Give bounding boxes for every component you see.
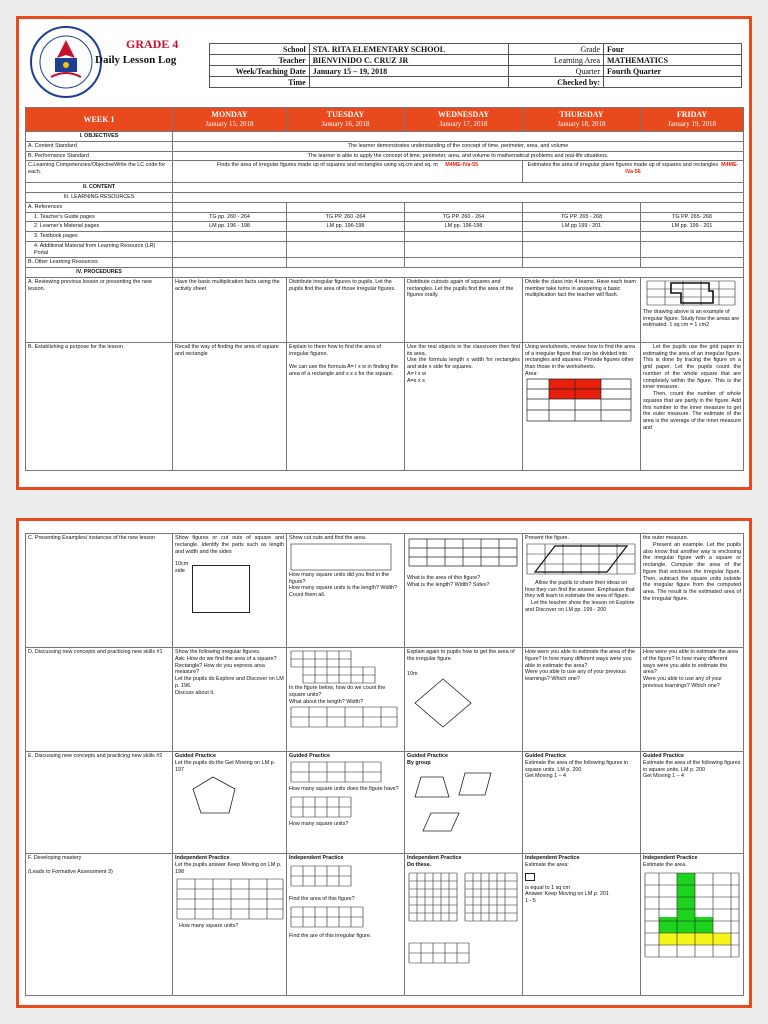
content-standard-label: A. Content Standard [26, 141, 173, 151]
checked-by-value [604, 77, 742, 88]
day-header-row [26, 108, 744, 132]
procedure-f-tuesday-1: Find the area of this figure? [289, 895, 355, 902]
procedure-f-wednesday-text: Do these. [407, 861, 432, 868]
procedure-e-friday-text: Estimate the area of the following figures in square units. LM p. 200 Get Moving 1 – 4 [643, 759, 741, 780]
procedure-f-label-2: (Leads to Formative Assessment 3) [28, 868, 113, 875]
guided-practice-heading: Guided Practice [643, 753, 685, 759]
teacher-label: Teacher [210, 55, 310, 66]
independent-practice-heading: Independent Practice [525, 855, 580, 861]
grid-figure-small [289, 649, 399, 685]
dimension-label: 10cm [175, 561, 189, 568]
procedure-a-monday: Have the basic multiplication facts using the activity sheet [173, 277, 287, 342]
header-info-left [209, 43, 509, 88]
procedure-f-monday [173, 854, 287, 996]
procedure-e-monday [173, 752, 287, 854]
page-two [16, 518, 752, 1008]
competency-b-text: Estimates the area of irregular plane figures made up of squares and rectangles [527, 162, 719, 169]
procedure-a-wednesday: Distribute cutouts again of squares and rectangles. Let the pupils find the area of the figures orally. [405, 277, 523, 342]
procedure-b-thursday [523, 342, 641, 470]
procedure-c-thursday-3: Let the teacher show the lesson on Explore and Discover on LM pp. 199 - 200 [525, 600, 635, 613]
procedure-f-thursday-2: is equal to 1 sq cm [525, 884, 570, 891]
procedure-f-thursday-3: Answer Keep Moving on LM p. 201 [525, 891, 609, 898]
procedure-f-label [26, 854, 173, 996]
page-one [16, 16, 752, 490]
competency-a [173, 161, 523, 183]
independent-practice-heading: Independent Practice [289, 855, 344, 861]
procedure-b-wednesday-2: Use the formula length x width for rectangles and side x side for squares. [407, 357, 520, 370]
independent-practice-heading: Independent Practice [643, 855, 698, 861]
procedure-d-tuesday-2: What about the length? Width? [289, 698, 364, 705]
procedure-b-thursday-area: Area: [525, 370, 538, 377]
irregular-figure-drawing [643, 279, 739, 309]
procedure-b-friday-1: Let the pupils use the grid paper in estimating the area of an irregular figure. This is done by tracing the figure on a grid paper. Let the pupils count the number of the whole square that are completely within the figure. This is the inner measure. [643, 343, 741, 391]
lesson-log-table-part-1 [25, 107, 744, 471]
guided-practice-heading: Guided Practice [289, 753, 331, 759]
diamond-figure [407, 677, 517, 729]
square-units-figure [289, 542, 399, 572]
grid-figure [407, 535, 519, 575]
lesson-log-table-part-2 [25, 533, 744, 996]
competency-a-code: M4ME-IVa-55 [445, 162, 479, 169]
procedure-a-tuesday: Distribute irregular figures to pupils. Let the pupils find the area of those irregular figures. [287, 277, 405, 342]
procedure-b-thursday-text: Using worksheets, review how to find the area of a irregular figure that can be divided into rectangles and squares. Provide figures other than those in the worksheets. [525, 343, 635, 370]
procedure-c-wednesday-1: What is the area of this figure? [407, 575, 481, 581]
procedure-d-friday [641, 648, 744, 752]
procedure-c-wednesday-2: What is the length? Width? Sides? [407, 581, 490, 588]
procedure-c-tuesday-2: How many square units did you find in the figure? [289, 571, 390, 585]
tg-thursday: TG PP. 265 - 268 [523, 212, 641, 222]
learning-area-label: Learning Area [509, 55, 604, 66]
procedure-c-friday [641, 534, 744, 648]
pentagon-figure [175, 773, 285, 819]
procedure-d-wednesday [405, 648, 523, 752]
procedure-d-wednesday-2: 10m [407, 670, 418, 677]
procedure-e-monday-text: Let the pupils do the Get Moving on LM p. 197 [175, 759, 276, 773]
procedure-c-friday-text: Present an example. Let the pupils also know that another way is enclosing the irregular figure with a square or rectangle. Compute the area of the figure that encloses the irregular figure. Then, subtract the square units outside the irregular figure from the computed area. The result is the estimated area of the irregular figure. [643, 541, 741, 602]
additional-material-label: 4. Additional Material from Learning Resource (LR) Portal [26, 241, 173, 258]
procedure-b-wednesday-4: A=s x s [407, 377, 425, 384]
procedure-c-tuesday [287, 534, 405, 648]
week-value: January 15 – 19, 2018 [309, 66, 508, 77]
day-date: January 16, 2018 [321, 120, 370, 129]
trapezoid-and-parallelogram-figures [407, 767, 517, 841]
procedure-d-tuesday [287, 648, 405, 752]
learning-resources-heading: III. LEARNING RESOURCES [26, 193, 173, 203]
competency-b-code: M4ME-IVa-56 [625, 162, 739, 175]
procedure-d-monday: Show the following irregular figures. Ask: How do we find the area of a square? Rectangle? How do you express area measure? Let the pupils do Explore and Discover on LM p. 196. Discuss about it. [173, 648, 287, 752]
teacher-value: BIENVINIDO C. CRUZ JR [309, 55, 508, 66]
textbook-label: 3. Textbook pages [26, 232, 173, 242]
procedure-d-thursday: How were you able to estimate the area of the figure? In how many different ways were you able to estimate the area? Were you able to use any of your previous learnings? Which one? [523, 648, 641, 752]
procedure-c-tuesday-3: How many square units is the length? Width? [289, 585, 398, 592]
day-monday [173, 108, 287, 132]
lm-thursday: LM pp 199 - 201 [523, 222, 641, 232]
procedure-d-label: D. Discussing new concepts and practicing new skills #1 [26, 648, 173, 752]
procedure-c-wednesday [405, 534, 523, 648]
competency-a-text: Finds the area of irregular figures made up of squares and rectangles using sq.cm and sq. m [216, 162, 438, 169]
grid-figure-f-monday [175, 875, 285, 923]
competencies-label: C.Learning Competencies/ObjectiveWrite the LC code for each. [26, 161, 173, 183]
procedure-f-thursday-4: 1 - 5 [525, 898, 536, 904]
lm-friday: LM pp. 199 - 201 [641, 222, 744, 232]
grade-title: GRADE 4 [126, 37, 179, 51]
procedure-b-tuesday-1: Explain to them how to find the area of irregular figures. [289, 343, 381, 357]
week-cell: WEEK 1 [26, 108, 173, 132]
day-tuesday [287, 108, 405, 132]
procedure-e-thursday-text: Estimate the area of the following figures in square units. LM p. 200 Get Moving 1 – 4 [525, 759, 629, 780]
procedure-b-label: B. Establishing a purpose for the lesson [26, 342, 173, 470]
procedure-e-label: E. Discussing new concepts and practicing new skills #2 [26, 752, 173, 854]
procedure-b-friday [641, 342, 744, 470]
grade-value: Four [604, 44, 742, 55]
red-block-grid [525, 378, 633, 422]
procedure-f-thursday [523, 854, 641, 996]
day-date: January 19, 2018 [667, 120, 717, 129]
procedure-e-tuesday-1: How many square units does the figure have? [289, 785, 399, 792]
day-name: WEDNESDAY [437, 110, 490, 120]
lm-wednesday: LM pp. 196-198 [405, 222, 523, 232]
procedure-c-thursday [523, 534, 641, 648]
grid-figure-f-tuesday-2 [289, 903, 399, 933]
independent-practice-heading: Independent Practice [175, 855, 230, 861]
tg-label: 1. Teacher's Guide pages [26, 212, 173, 222]
lm-tuesday: LM pp. 196-198 [287, 222, 405, 232]
time-label: Time [210, 77, 310, 88]
procedure-e-wednesday [405, 752, 523, 854]
content-standard-value: The learner demonstrates understanding of the concept of time, perimeter, area, and volume [173, 141, 744, 151]
procedure-c-tuesday-4: Count them all. [289, 592, 326, 598]
guided-practice-heading: Guided Practice [407, 753, 449, 759]
school-value: STA. RITA ELEMENTARY SCHOOL [309, 44, 508, 55]
quarter-value: Fourth Quarter [604, 66, 742, 77]
procedure-c-monday-text: Show figures or cut outs of square and rectangle. Identify the parts such as length and width and the sides [175, 535, 284, 555]
checked-by-label: Checked by: [509, 77, 604, 88]
day-thursday [523, 108, 641, 132]
guided-practice-heading: Guided Practice [175, 753, 217, 759]
header-info-right [508, 43, 742, 88]
day-date: January 15, 2018 [205, 120, 254, 129]
tg-monday: TG pp. 260 - 264 [173, 212, 287, 222]
grade-label: Grade [509, 44, 604, 55]
time-value [309, 77, 508, 88]
procedure-a-thursday: Divide the class into 4 teams. Have each team member take turns in answering a basic multiplication fact the teacher will flash. [523, 277, 641, 342]
grid-figure-top [289, 760, 399, 786]
procedure-e-tuesday [287, 752, 405, 854]
grid-figures-f-wednesday [407, 869, 519, 969]
procedure-b-monday: Recall the way of finding the area of square and rectangle [173, 342, 287, 470]
procedure-f-friday-text: Estimate the area. [643, 861, 687, 868]
lm-label: 2. Learner's Material pages [26, 222, 173, 232]
independent-practice-heading: Independent Practice [407, 855, 462, 861]
procedure-f-thursday-1: Estimate the area: [525, 861, 569, 868]
procedure-a-friday-text: The drawing above is an example of irregular figure. Study how the areas are estimated. 1 sq cm = 1 cm2 [643, 308, 740, 329]
procedure-c-thursday-1: Present the figure. [525, 535, 570, 541]
unit-square-figure [525, 873, 535, 881]
procedure-f-monday-text: Let the pupils answer Keep Moving on LM p. 198 [175, 861, 282, 875]
performance-standard-value: The learner is able to apply the concept of time, perimeter, area, and volume to mathematical problems and real-life situations. [173, 151, 744, 161]
procedure-f-label-1: F. Developing mastery [28, 855, 82, 861]
day-name: FRIDAY [676, 110, 708, 120]
other-resources-label: B. Other Learning Resources [26, 258, 173, 268]
procedure-b-tuesday [287, 342, 405, 470]
procedure-c-friday-cont: the outer measure. [643, 535, 689, 541]
school-label: School [210, 44, 310, 55]
procedure-c-monday [173, 534, 287, 648]
procedure-c-tuesday-1: Show cut outs and find the area. [289, 535, 367, 541]
procedure-b-friday-2: Then, count the number of whole squares that are partly in the figure. Add this number to the inner measure to get the outer measure. The estimate of the area is the average of the inner measure and [643, 391, 741, 431]
procedure-a-label: A. Reviewing previous lesson or presenting the new lesson. [26, 277, 173, 342]
grid-figure-f-tuesday-1 [289, 862, 399, 896]
procedure-d-wednesday-1: Explain again to pupils how to get the area of the irregular figure. [407, 649, 515, 662]
green-yellow-grid-figure [643, 869, 741, 969]
guided-practice-heading: Guided Practice [525, 753, 567, 759]
procedure-f-tuesday-2: Find the are of this irregular figure. [289, 932, 372, 939]
performance-standard-label: B. Performance Standard [26, 151, 173, 161]
procedure-d-tuesday-1: In the figure below, how do we count the square units? [289, 685, 386, 698]
procedure-f-wednesday [405, 854, 523, 996]
procedure-e-wednesday-text: By group [407, 759, 431, 766]
procedure-a-friday [641, 277, 744, 342]
quarter-label: Quarter [509, 66, 604, 77]
square-figure [192, 565, 250, 613]
side-label: side [175, 568, 185, 574]
procedure-b-tuesday-2: We can use the formula A= l x w in finding the area of a rectangle and s x s for the square. [289, 364, 399, 377]
grid-figure-middle [289, 793, 399, 821]
procedure-b-wednesday-1: Use the real objects in the classroom then find its area. [407, 343, 520, 357]
procedure-e-tuesday-2: How many square units? [289, 820, 349, 827]
week-label: Week/Teaching Date [210, 66, 310, 77]
procedure-f-friday [641, 854, 744, 996]
daily-lesson-log-title: Daily Lesson Log [95, 54, 177, 66]
day-name: TUESDAY [326, 110, 365, 120]
procedure-c-label: C. Presenting Examples/ instances of the new lesson [26, 534, 173, 648]
day-name: THURSDAY [559, 110, 604, 120]
content-heading: II. CONTENT [26, 183, 173, 193]
tg-friday: TG PP. 265- 268 [641, 212, 744, 222]
procedure-b-wednesday-3: A= l x w [407, 370, 427, 377]
objectives-heading: I. OBJECTIVES [26, 132, 173, 142]
references-label: A. References [26, 202, 173, 212]
day-date: January 17, 2018 [439, 120, 488, 129]
procedure-f-monday-2: How many square units? [179, 923, 239, 930]
procedure-e-thursday [523, 752, 641, 854]
procedure-b-wednesday [405, 342, 523, 470]
day-name: MONDAY [211, 110, 248, 120]
procedure-e-friday [641, 752, 744, 854]
procedures-heading: IV. PROCEDURES [26, 268, 173, 278]
learning-area-value: MATHEMATICS [604, 55, 742, 66]
day-friday [641, 108, 744, 132]
day-date: January 18, 2018 [557, 120, 606, 129]
day-wednesday [405, 108, 523, 132]
lm-monday: LM pp. 196 - 198 [173, 222, 287, 232]
procedure-f-tuesday [287, 854, 405, 996]
tg-tuesday: TG PP. 260 -264 [287, 212, 405, 222]
parallelogram-grid-figure [525, 542, 637, 580]
deped-seal-logo [29, 25, 103, 99]
grid-figure-bottom [289, 705, 399, 729]
tg-wednesday: TG PP. 260 - 264 [405, 212, 523, 222]
procedure-d-friday-text: How were you able to estimate the area of the figure? In how many different ways were you able to estimate the area? Were you able to use any of your previous learnings? Which one? [643, 649, 738, 689]
procedure-c-thursday-2: Allow the pupils to share their ideas on how they can find the answer. Emphasize that they will learn to estimate the area of figure. [525, 579, 635, 600]
competency-b [523, 161, 744, 183]
